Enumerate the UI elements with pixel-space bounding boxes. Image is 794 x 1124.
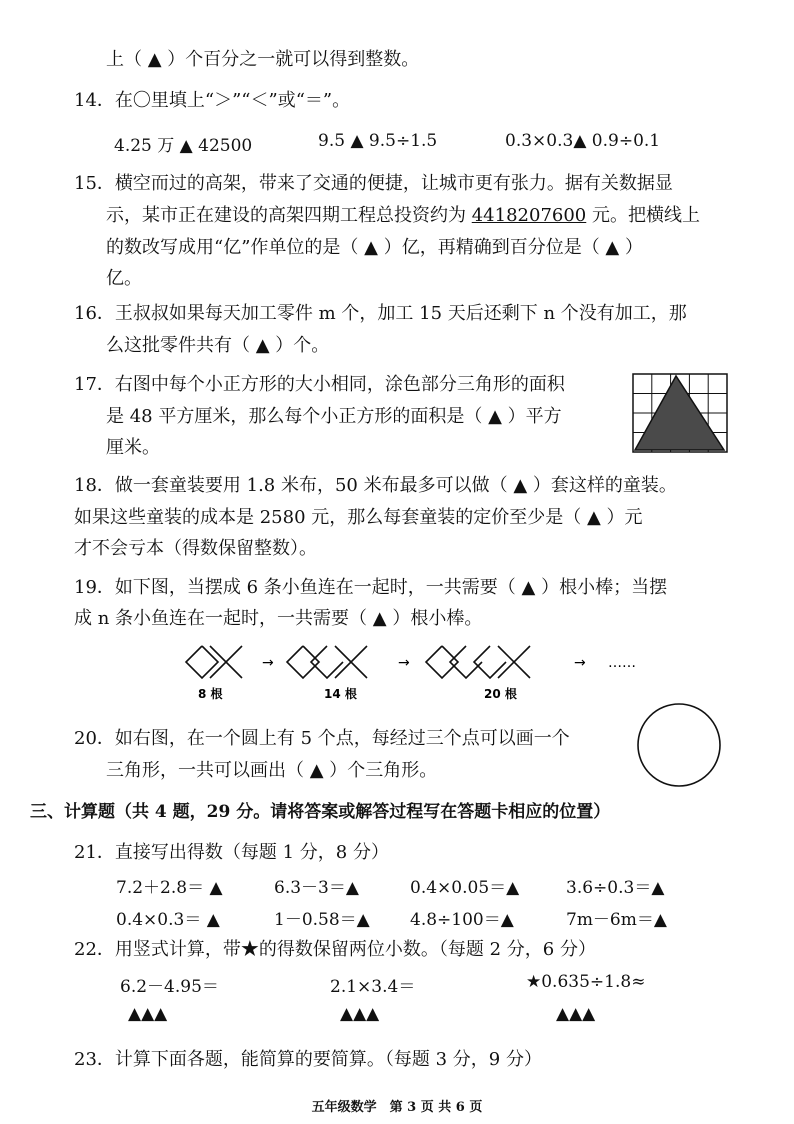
- fish-label-2: 14 根: [324, 687, 357, 701]
- q14-item-1: 4.25 万 ▲ 42500: [114, 136, 253, 156]
- q21-expression: 1－0.58＝▲: [274, 910, 370, 930]
- question-20-line-2: 三角形，一共可以画出（ ▲ ）个三角形。: [106, 760, 438, 781]
- question-15-line-2: 示，某市正在建设的高架四期工程总投资约为 4418207600 元。把横线上: [106, 205, 700, 226]
- question-20-line-1: 20．如右图，在一个圆上有 5 个点，每经过三个点可以画一个: [74, 728, 570, 749]
- q21-expression: 7m－6m＝▲: [566, 910, 667, 930]
- q22-answer: ▲▲▲: [340, 1004, 380, 1024]
- arrow-3: →: [574, 655, 586, 671]
- question-18-line-2: 如果这些童装的成本是 2580 元，那么每套童装的定价至少是（ ▲ ）元: [74, 507, 643, 528]
- question-23-stem: 23．计算下面各题，能简算的要简算。（每题 3 分，9 分）: [74, 1049, 542, 1070]
- q22-answer-row: [0, 1004, 794, 1030]
- question-15-line-1: 15．横空而过的高架，带来了交通的便捷，让城市更有张力。据有关数据显: [74, 173, 673, 194]
- arrow-1: →: [262, 655, 274, 671]
- question-16-line-1: 16．王叔叔如果每天加工零件 m 个，加工 15 天后还剩下 n 个没有加工，那: [74, 303, 687, 324]
- continuation-line: 上（ ▲ ）个百分之一就可以得到整数。: [106, 49, 420, 70]
- question-18-line-1: 18．做一套童装要用 1.8 米布，50 米布最多可以做（ ▲ ）套这样的童装。: [74, 475, 677, 496]
- circle-figure: [634, 700, 724, 790]
- q21-expression: 3.6÷0.3＝▲: [566, 878, 665, 898]
- q22-expression: ★0.635÷1.8≈: [526, 972, 646, 992]
- question-15-line-3: 的数改写成用“亿”作单位的是（ ▲ ）亿，再精确到百分位是（ ▲ ）: [106, 237, 643, 258]
- question-17-line-2: 是 48 平方厘米，那么每个小正方形的面积是（ ▲ ）平方: [106, 406, 562, 427]
- question-22-stem: 22．用竖式计算，带★的得数保留两位小数。（每题 2 分，6 分）: [74, 939, 596, 960]
- q21-expression: 0.4×0.3＝ ▲: [116, 910, 220, 930]
- fish-label-3: 20 根: [484, 687, 517, 701]
- q21-expression: 0.4×0.05＝▲: [410, 878, 520, 898]
- q22-row: [0, 972, 794, 998]
- underlined-number: 4418207600: [471, 205, 587, 226]
- q21-row-2: [0, 905, 794, 931]
- q22-answer: ▲▲▲: [128, 1004, 168, 1024]
- question-16-line-2: 么这批零件共有（ ▲ ）个。: [106, 335, 330, 356]
- question-15-line-4: 亿。: [106, 268, 142, 289]
- question-17-line-3: 厘米。: [106, 437, 160, 458]
- page-footer: 五年级数学 第 3 页 共 6 页: [311, 1100, 483, 1115]
- section-3-heading: 三、计算题（共 4 题，29 分。请将答案或解答过程写在答题卡相应的位置）: [30, 802, 611, 822]
- question-19-line-1: 19．如下图，当摆成 6 条小鱼连在一起时，一共需要（ ▲ ）根小棒；当摆: [74, 577, 668, 598]
- question-14-items: [0, 131, 794, 157]
- question-21-stem: 21．直接写出得数（每题 1 分，8 分）: [74, 842, 389, 863]
- question-17-line-1: 17．右图中每个小正方形的大小相同，涂色部分三角形的面积: [74, 374, 565, 395]
- q21-expression: 7.2＋2.8＝ ▲: [116, 878, 223, 898]
- q22-expression: 2.1×3.4＝: [330, 977, 416, 997]
- fish-pattern-figure: [180, 638, 680, 708]
- q22-expression: 6.2－4.95＝: [120, 977, 219, 997]
- ellipsis: ……: [608, 655, 636, 671]
- fish-label-1: 8 根: [198, 687, 223, 701]
- question-14-stem: 14．在〇里填上“＞”“＜”或“＝”。: [74, 90, 351, 111]
- arrow-2: →: [398, 655, 410, 671]
- question-18-line-3: 才不会亏本（得数保留整数）。: [74, 538, 317, 559]
- q14-item-2: 9.5 ▲ 9.5÷1.5: [318, 131, 438, 151]
- q21-expression: 4.8÷100＝▲: [410, 910, 514, 930]
- question-19-line-2: 成 n 条小鱼连在一起时，一共需要（ ▲ ）根小棒。: [74, 608, 483, 629]
- q21-row-1: [0, 873, 794, 899]
- q22-answer: ▲▲▲: [556, 1004, 596, 1024]
- q14-item-3: 0.3×0.3▲ 0.9÷0.1: [505, 131, 661, 151]
- grid-triangle-figure: [632, 373, 728, 453]
- q21-expression: 6.3－3＝▲: [274, 878, 359, 898]
